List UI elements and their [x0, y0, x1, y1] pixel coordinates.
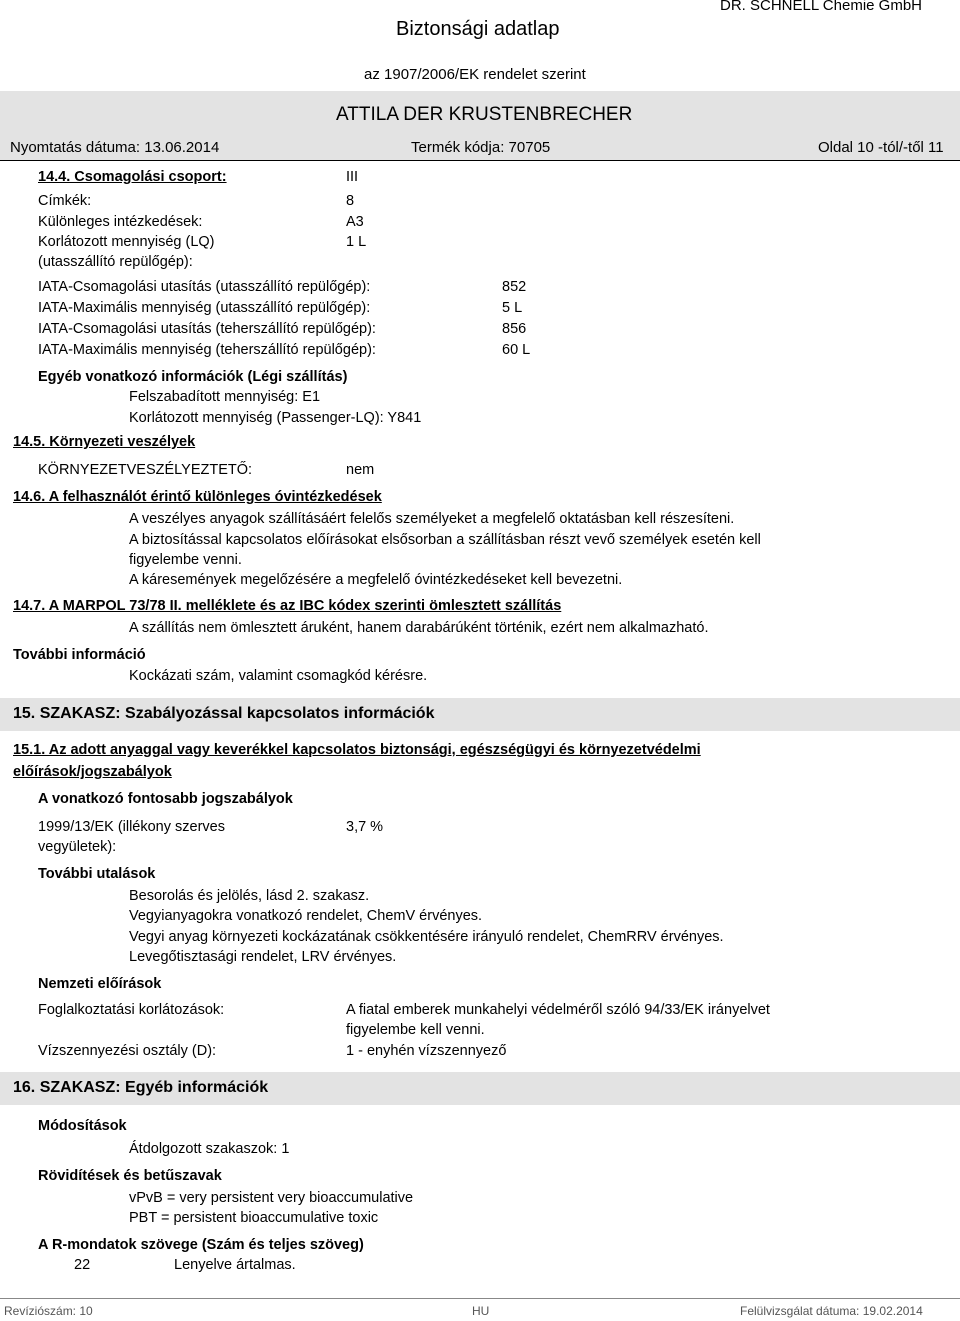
product-code: Termék kódja: 70705	[411, 139, 551, 156]
precaution-line: A biztosítással kapcsolatos előírásokat elsősorban a szállításban részt vevő személyek esetén kell	[129, 532, 761, 548]
section-14-7-heading: 14.7. A MARPOL 73/78 II. melléklete és az IBC kódex szerinti ömlesztett szállítás	[13, 598, 562, 614]
iata-value: 856	[502, 321, 527, 337]
precaution-line: figyelembe venni.	[129, 552, 242, 568]
employment-label: Foglalkoztatási korlátozások:	[38, 1002, 225, 1018]
row-label: Különleges intézkedések:	[38, 214, 203, 230]
section-15-1-heading: 15.1. Az adott anyaggal vagy keverékkel kapcsolatos biztonsági, egészségügyi és környezetvédelmi	[13, 742, 701, 758]
document-title: Biztonsági adatlap	[396, 18, 560, 40]
water-hazard-label: Vízszennyezési osztály (D):	[38, 1043, 217, 1059]
employment-value: A fiatal emberek munkahelyi védelméről szóló 94/33/EK irányelvet	[346, 1002, 770, 1018]
row-value: 8	[346, 193, 355, 209]
voc-label: 1999/13/EK (illékony szerves	[38, 819, 225, 835]
further-notes-heading: További utalások	[38, 866, 156, 882]
product-name: ATTILA DER KRUSTENBRECHER	[336, 104, 633, 125]
abbreviation-line: vPvB = very persistent very bioaccumulative	[129, 1190, 414, 1206]
voc-label-cont: vegyületek):	[38, 839, 117, 855]
iata-value: 5 L	[502, 300, 523, 316]
further-info-heading: További információ	[13, 647, 146, 663]
section-16-title: 16. SZAKASZ: Egyéb információk	[13, 1079, 269, 1096]
iata-label: IATA-Csomagolási utasítás (utasszállító repülőgép):	[38, 279, 371, 295]
language-code: HU	[472, 1304, 490, 1318]
env-hazard-value: nem	[346, 462, 375, 478]
national-regs-heading: Nemzeti előírások	[38, 976, 162, 992]
revision-number: Revíziószám: 10	[4, 1304, 93, 1318]
iata-value: 60 L	[502, 342, 531, 358]
iata-label: IATA-Maximális mennyiség (teherszállító repülőgép):	[38, 342, 376, 358]
regulation-text: az 1907/2006/EK rendelet szerint	[364, 66, 586, 83]
other-info-line: Felszabadított mennyiség: E1	[129, 389, 321, 405]
modifications-text: Átdolgozott szakaszok: 1	[129, 1141, 290, 1157]
iata-label: IATA-Csomagolási utasítás (teherszállító repülőgép):	[38, 321, 376, 337]
iata-value: 852	[502, 279, 527, 295]
env-hazard-label: KÖRNYEZETVESZÉLYEZTETŐ:	[38, 462, 253, 478]
row-label: Korlátozott mennyiség (LQ)	[38, 234, 215, 250]
section-15-1-heading-cont: előírások/jogszabályok	[13, 764, 172, 780]
abbreviation-line: PBT = persistent bioaccumulative toxic	[129, 1210, 379, 1226]
relevant-regs-heading: A vonatkozó fontosabb jogszabályok	[38, 791, 293, 807]
bulk-transport-text: A szállítás nem ömlesztett áruként, hanem darabárúként történik, ezért nem alkalmazható.	[129, 620, 709, 636]
note-line: Vegyianyagokra vonatkozó rendelet, ChemV érvényes.	[129, 908, 483, 924]
r-phrase-number: 22	[74, 1257, 91, 1273]
precaution-line: A káresemények megelőzésére a megfelelő óvintézkedéseket kell bevezetni.	[129, 572, 623, 588]
page-number: Oldal 10 -tól/-től 11	[818, 139, 944, 156]
other-info-heading: Egyéb vonatkozó információk (Légi szállítás)	[38, 369, 348, 385]
abbreviations-heading: Rövidítések és betűszavak	[38, 1168, 222, 1184]
note-line: Vegyi anyag környezeti kockázatának csökkentésére irányuló rendelet, ChemRRV érvényes.	[129, 929, 724, 945]
r-phrases-heading: A R-mondatok szövege (Szám és teljes szöveg)	[38, 1237, 364, 1253]
note-line: Besorolás és jelölés, lásd 2. szakasz.	[129, 888, 370, 904]
other-info-line: Korlátozott mennyiség (Passenger-LQ): Y841	[129, 410, 422, 426]
water-hazard-value: 1 - enyhén vízszennyező	[346, 1043, 507, 1059]
header-divider	[0, 160, 960, 161]
iata-label: IATA-Maximális mennyiség (utasszállító repülőgép):	[38, 300, 371, 316]
row-value: A3	[346, 214, 364, 230]
employment-value-cont: figyelembe kell venni.	[346, 1022, 485, 1038]
modifications-heading: Módosítások	[38, 1118, 127, 1134]
company-name: DR. SCHNELL Chemie GmbH	[720, 0, 922, 14]
precaution-line: A veszélyes anyagok szállításáért felelős személyeket a megfelelő oktatásban kell részesíteni.	[129, 511, 735, 527]
row-value: 1 L	[346, 234, 367, 250]
footer-divider	[0, 1298, 960, 1299]
note-line: Levegőtisztasági rendelet, LRV érvényes.	[129, 949, 397, 965]
row-label: (utasszállító repülőgép):	[38, 254, 193, 270]
r-phrase-text: Lenyelve ártalmas.	[174, 1257, 296, 1273]
print-date: Nyomtatás dátuma: 13.06.2014	[10, 139, 220, 156]
review-date: Felülvizsgálat dátuma: 19.02.2014	[740, 1304, 923, 1318]
section-14-6-heading: 14.6. A felhasználót érintő különleges óvintézkedések	[13, 489, 382, 505]
section-14-5-heading: 14.5. Környezeti veszélyek	[13, 434, 196, 450]
further-info-text: Kockázati szám, valamint csomagkód kérésre.	[129, 668, 428, 684]
section-14-4-heading: 14.4. Csomagolási csoport:	[38, 169, 227, 185]
section-15-title: 15. SZAKASZ: Szabályozással kapcsolatos információk	[13, 705, 435, 722]
row-label: Címkék:	[38, 193, 92, 209]
voc-value: 3,7 %	[346, 819, 384, 835]
packing-group-value: III	[346, 169, 359, 185]
